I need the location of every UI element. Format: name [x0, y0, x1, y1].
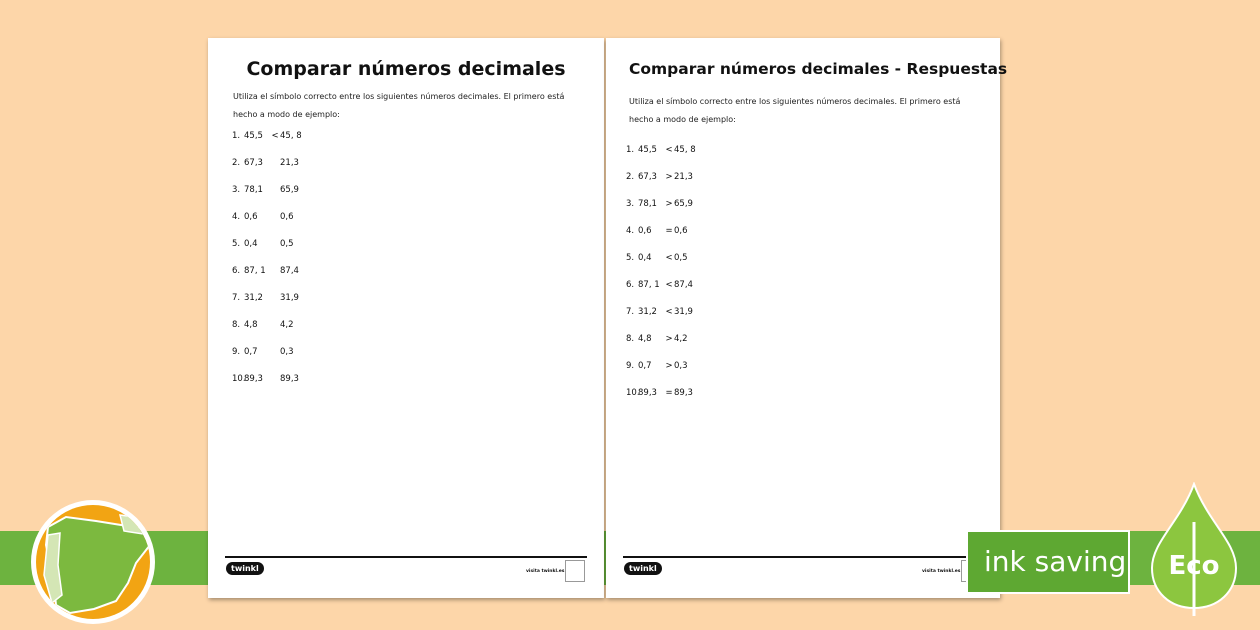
item-number: 2. [626, 172, 635, 182]
item-number: 8. [626, 334, 635, 344]
item-number: 4. [232, 212, 241, 222]
exercise-row [626, 199, 693, 209]
exercise-row [626, 361, 688, 371]
exercise-row [232, 347, 294, 357]
item-number: 5. [232, 239, 241, 249]
answers-page [606, 38, 1008, 598]
first-number: 0,7 [244, 347, 258, 357]
first-number: 31,2 [244, 293, 263, 303]
item-number: 7. [232, 293, 241, 303]
item-number: 1. [232, 131, 241, 141]
exercise-row [626, 145, 696, 155]
first-number: 78,1 [638, 199, 657, 209]
comparison-symbol: > [665, 361, 673, 371]
second-number: 89,3 [674, 388, 693, 398]
item-number: 10. [626, 388, 640, 398]
exercise-row [626, 226, 688, 236]
item-number: 6. [232, 266, 241, 276]
exercise-row [626, 388, 693, 398]
twinkl-logo: twinkl [624, 562, 662, 575]
item-number: 8. [232, 320, 241, 330]
item-number: 9. [232, 347, 241, 357]
ink-saving-banner [966, 530, 1130, 594]
item-number: 5. [626, 253, 635, 263]
comparison-symbol: > [665, 334, 673, 344]
comparison-symbol: < [665, 280, 673, 290]
second-number: 31,9 [280, 293, 299, 303]
first-number: 31,2 [638, 307, 657, 317]
second-number: 45, 8 [674, 145, 696, 155]
exercise-row [232, 266, 299, 276]
item-number: 1. [626, 145, 635, 155]
second-number: 0,3 [280, 347, 294, 357]
visit-link: visita twinkl.es [922, 569, 961, 574]
eco-leaf-icon [1148, 482, 1240, 618]
second-number: 0,3 [674, 361, 688, 371]
exercise-row [232, 212, 294, 222]
item-number: 7. [626, 307, 635, 317]
exercise-row [626, 307, 693, 317]
item-number: 10. [232, 374, 246, 384]
first-number: 67,3 [638, 172, 657, 182]
eco-label: Eco [1168, 551, 1220, 581]
first-number: 45,5 [638, 145, 657, 155]
worksheet-page [208, 38, 604, 598]
page-title: Comparar números decimales - Respuestas [629, 60, 1008, 78]
exercise-row [232, 320, 294, 330]
comparison-symbol: < [665, 307, 673, 317]
first-number: 4,8 [638, 334, 652, 344]
page-title: Comparar números decimales [246, 58, 566, 80]
first-number: 0,4 [244, 239, 258, 249]
exercise-row [626, 172, 693, 182]
exercise-row [626, 334, 688, 344]
first-number: 67,3 [244, 158, 263, 168]
footer-divider [225, 556, 587, 558]
second-number: 0,6 [674, 226, 688, 236]
first-number: 0,6 [638, 226, 652, 236]
exercise-row [232, 374, 299, 384]
quality-badge-icon [565, 560, 585, 582]
instructions: Utiliza el símbolo correcto entre los siguientes números decimales. El primero está hecho a modo de ejemplo: [233, 92, 565, 119]
spain-map-logo [31, 500, 155, 624]
exercise-row [232, 131, 302, 141]
instructions: Utiliza el símbolo correcto entre los siguientes números decimales. El primero está hecho a modo de ejemplo: [629, 97, 961, 124]
first-number: 0,4 [638, 253, 652, 263]
twinkl-logo: twinkl [226, 562, 264, 575]
second-number: 4,2 [280, 320, 294, 330]
item-number: 3. [626, 199, 635, 209]
first-number: 87, 1 [244, 266, 266, 276]
comparison-symbol: > [665, 199, 673, 209]
comparison-symbol: < [271, 131, 279, 141]
exercise-row [232, 239, 294, 249]
first-number: 0,7 [638, 361, 652, 371]
exercise-row [626, 253, 688, 263]
item-number: 4. [626, 226, 635, 236]
comparison-symbol: > [665, 172, 673, 182]
first-number: 45,5 [244, 131, 263, 141]
comparison-symbol: < [665, 253, 673, 263]
second-number: 31,9 [674, 307, 693, 317]
second-number: 0,6 [280, 212, 294, 222]
second-number: 87,4 [674, 280, 693, 290]
item-number: 9. [626, 361, 635, 371]
spain-map-icon [36, 505, 150, 619]
item-number: 2. [232, 158, 241, 168]
exercise-row [232, 158, 299, 168]
first-number: 78,1 [244, 185, 263, 195]
comparison-symbol: < [665, 145, 673, 155]
comparison-symbol: = [665, 226, 673, 236]
footer-divider [623, 556, 983, 558]
first-number: 87, 1 [638, 280, 660, 290]
exercise-row [232, 293, 299, 303]
item-number: 3. [232, 185, 241, 195]
exercise-row [232, 185, 299, 195]
second-number: 21,3 [674, 172, 693, 182]
second-number: 65,9 [280, 185, 299, 195]
second-number: 0,5 [280, 239, 294, 249]
first-number: 89,3 [244, 374, 263, 384]
second-number: 65,9 [674, 199, 693, 209]
second-number: 87,4 [280, 266, 299, 276]
second-number: 0,5 [674, 253, 688, 263]
first-number: 4,8 [244, 320, 258, 330]
second-number: 45, 8 [280, 131, 302, 141]
first-number: 89,3 [638, 388, 657, 398]
visit-link: visita twinkl.es [526, 569, 565, 574]
first-number: 0,6 [244, 212, 258, 222]
second-number: 4,2 [674, 334, 688, 344]
second-number: 89,3 [280, 374, 299, 384]
second-number: 21,3 [280, 158, 299, 168]
item-number: 6. [626, 280, 635, 290]
ink-saving-label: ink saving [984, 545, 1127, 578]
comparison-symbol: = [665, 388, 673, 398]
exercise-row [626, 280, 693, 290]
